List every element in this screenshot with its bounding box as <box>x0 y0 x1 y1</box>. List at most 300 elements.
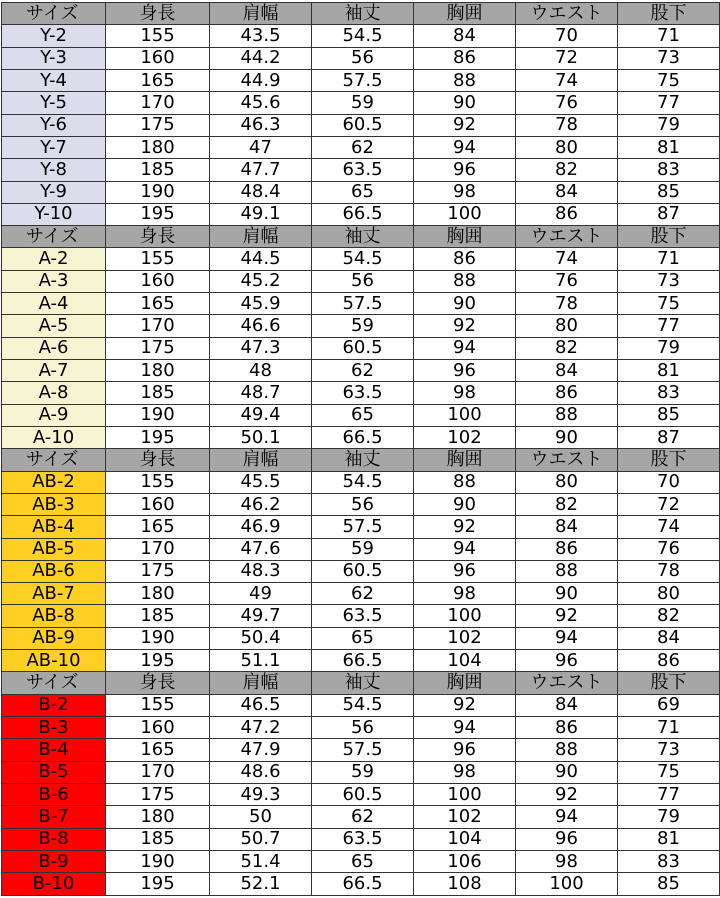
measurement-cell: 57.5 <box>312 739 414 761</box>
size-label-cell: Y-4 <box>2 69 106 91</box>
measurement-cell: 49.4 <box>210 404 312 426</box>
measurement-cell: 88 <box>516 560 618 582</box>
size-label-cell: B-4 <box>2 739 106 761</box>
column-header: ウエスト <box>516 3 618 25</box>
table-row <box>2 538 720 560</box>
measurement-cell: 190 <box>106 850 210 872</box>
measurement-cell: 175 <box>106 783 210 805</box>
measurement-cell: 50.7 <box>210 828 312 850</box>
table-row <box>2 315 720 337</box>
measurement-cell: 49 <box>210 583 312 605</box>
measurement-cell: 90 <box>516 583 618 605</box>
measurement-cell: 100 <box>414 605 516 627</box>
measurement-cell: 47.6 <box>210 538 312 560</box>
measurement-cell: 54.5 <box>312 248 414 270</box>
measurement-cell: 104 <box>414 828 516 850</box>
measurement-cell: 60.5 <box>312 783 414 805</box>
measurement-cell: 63.5 <box>312 605 414 627</box>
size-label-cell: AB-4 <box>2 516 106 538</box>
measurement-cell: 82 <box>516 337 618 359</box>
size-label-cell: Y-7 <box>2 136 106 158</box>
measurement-cell: 59 <box>312 315 414 337</box>
column-header: 身長 <box>106 449 210 471</box>
measurement-cell: 175 <box>106 560 210 582</box>
size-label-cell: Y-5 <box>2 92 106 114</box>
measurement-cell: 96 <box>414 560 516 582</box>
size-label-cell: Y-3 <box>2 47 106 69</box>
measurement-cell: 86 <box>516 538 618 560</box>
table-row <box>2 337 720 359</box>
measurement-cell: 57.5 <box>312 69 414 91</box>
table-row <box>2 806 720 828</box>
measurement-cell: 165 <box>106 516 210 538</box>
table-row <box>2 114 720 136</box>
column-header: 股下 <box>618 449 720 471</box>
measurement-cell: 56 <box>312 270 414 292</box>
table-row <box>2 828 720 850</box>
measurement-cell: 47.3 <box>210 337 312 359</box>
measurement-cell: 155 <box>106 25 210 47</box>
measurement-cell: 80 <box>618 583 720 605</box>
column-header: 胸囲 <box>414 672 516 694</box>
measurement-cell: 180 <box>106 136 210 158</box>
column-header: ウエスト <box>516 672 618 694</box>
measurement-cell: 195 <box>106 426 210 448</box>
size-label-cell: A-10 <box>2 426 106 448</box>
measurement-cell: 75 <box>618 761 720 783</box>
measurement-cell: 60.5 <box>312 114 414 136</box>
column-header: 肩幅 <box>210 3 312 25</box>
column-header: サイズ <box>2 449 106 471</box>
measurement-cell: 83 <box>618 382 720 404</box>
measurement-cell: 66.5 <box>312 650 414 672</box>
measurement-cell: 195 <box>106 650 210 672</box>
column-header: 股下 <box>618 3 720 25</box>
measurement-cell: 65 <box>312 627 414 649</box>
measurement-cell: 47 <box>210 136 312 158</box>
measurement-cell: 76 <box>618 538 720 560</box>
measurement-cell: 51.1 <box>210 650 312 672</box>
size-label-cell: Y-10 <box>2 203 106 225</box>
measurement-cell: 88 <box>414 270 516 292</box>
measurement-cell: 90 <box>414 293 516 315</box>
table-row <box>2 25 720 47</box>
measurement-cell: 66.5 <box>312 873 414 896</box>
measurement-cell: 94 <box>516 806 618 828</box>
measurement-cell: 96 <box>414 360 516 382</box>
column-header: サイズ <box>2 226 106 248</box>
size-label-cell: AB-6 <box>2 560 106 582</box>
measurement-cell: 50.1 <box>210 426 312 448</box>
measurement-cell: 185 <box>106 605 210 627</box>
size-label-cell: B-7 <box>2 806 106 828</box>
measurement-cell: 90 <box>414 92 516 114</box>
header-row <box>2 226 720 248</box>
table-row <box>2 850 720 872</box>
size-label-cell: A-2 <box>2 248 106 270</box>
measurement-cell: 83 <box>618 159 720 181</box>
measurement-cell: 48.6 <box>210 761 312 783</box>
measurement-cell: 165 <box>106 69 210 91</box>
header-row <box>2 672 720 694</box>
measurement-cell: 45.2 <box>210 270 312 292</box>
measurement-cell: 85 <box>618 404 720 426</box>
table-row <box>2 360 720 382</box>
measurement-cell: 59 <box>312 92 414 114</box>
measurement-cell: 81 <box>618 360 720 382</box>
measurement-cell: 78 <box>618 560 720 582</box>
measurement-cell: 48.4 <box>210 181 312 203</box>
measurement-cell: 66.5 <box>312 426 414 448</box>
measurement-cell: 79 <box>618 806 720 828</box>
measurement-cell: 185 <box>106 828 210 850</box>
measurement-cell: 92 <box>516 783 618 805</box>
measurement-cell: 104 <box>414 650 516 672</box>
measurement-cell: 185 <box>106 159 210 181</box>
measurement-cell: 54.5 <box>312 694 414 716</box>
measurement-cell: 85 <box>618 873 720 896</box>
measurement-cell: 160 <box>106 270 210 292</box>
table-row <box>2 605 720 627</box>
measurement-cell: 56 <box>312 717 414 739</box>
measurement-cell: 88 <box>414 471 516 493</box>
measurement-cell: 70 <box>618 471 720 493</box>
measurement-cell: 84 <box>414 25 516 47</box>
measurement-cell: 86 <box>414 47 516 69</box>
measurement-cell: 73 <box>618 270 720 292</box>
column-header: 袖丈 <box>312 449 414 471</box>
measurement-cell: 86 <box>516 382 618 404</box>
size-label-cell: Y-8 <box>2 159 106 181</box>
measurement-cell: 45.6 <box>210 92 312 114</box>
measurement-cell: 45.9 <box>210 293 312 315</box>
size-label-cell: B-3 <box>2 717 106 739</box>
column-header: 身長 <box>106 226 210 248</box>
measurement-cell: 86 <box>618 650 720 672</box>
measurement-cell: 70 <box>516 25 618 47</box>
measurement-cell: 180 <box>106 583 210 605</box>
measurement-cell: 54.5 <box>312 25 414 47</box>
measurement-cell: 195 <box>106 203 210 225</box>
measurement-cell: 170 <box>106 761 210 783</box>
measurement-cell: 82 <box>618 605 720 627</box>
size-label-cell: A-4 <box>2 293 106 315</box>
column-header: ウエスト <box>516 226 618 248</box>
table-row <box>2 203 720 225</box>
measurement-cell: 190 <box>106 404 210 426</box>
table-row <box>2 92 720 114</box>
measurement-cell: 80 <box>516 471 618 493</box>
measurement-cell: 49.7 <box>210 605 312 627</box>
measurement-cell: 47.7 <box>210 159 312 181</box>
size-label-cell: B-6 <box>2 783 106 805</box>
size-label-cell: AB-7 <box>2 583 106 605</box>
measurement-cell: 50.4 <box>210 627 312 649</box>
measurement-cell: 92 <box>414 694 516 716</box>
table-row <box>2 650 720 672</box>
size-label-cell: AB-10 <box>2 650 106 672</box>
measurement-cell: 94 <box>516 627 618 649</box>
measurement-cell: 44.5 <box>210 248 312 270</box>
measurement-cell: 54.5 <box>312 471 414 493</box>
measurement-cell: 77 <box>618 315 720 337</box>
table-row <box>2 560 720 582</box>
measurement-cell: 92 <box>414 516 516 538</box>
measurement-cell: 79 <box>618 337 720 359</box>
measurement-cell: 80 <box>516 315 618 337</box>
measurement-cell: 79 <box>618 114 720 136</box>
measurement-cell: 80 <box>516 136 618 158</box>
measurement-cell: 75 <box>618 293 720 315</box>
size-label-cell: A-3 <box>2 270 106 292</box>
measurement-cell: 195 <box>106 873 210 896</box>
measurement-cell: 56 <box>312 493 414 515</box>
size-label-cell: A-7 <box>2 360 106 382</box>
measurement-cell: 100 <box>516 873 618 896</box>
measurement-cell: 96 <box>516 650 618 672</box>
measurement-cell: 49.3 <box>210 783 312 805</box>
measurement-cell: 62 <box>312 136 414 158</box>
measurement-cell: 85 <box>618 181 720 203</box>
measurement-cell: 98 <box>414 181 516 203</box>
header-row <box>2 449 720 471</box>
size-label-cell: AB-5 <box>2 538 106 560</box>
measurement-cell: 57.5 <box>312 293 414 315</box>
measurement-cell: 90 <box>516 761 618 783</box>
measurement-cell: 71 <box>618 248 720 270</box>
measurement-cell: 90 <box>516 426 618 448</box>
measurement-cell: 65 <box>312 181 414 203</box>
measurement-cell: 86 <box>414 248 516 270</box>
measurement-cell: 100 <box>414 404 516 426</box>
column-header: 袖丈 <box>312 226 414 248</box>
table-row <box>2 471 720 493</box>
measurement-cell: 106 <box>414 850 516 872</box>
measurement-cell: 46.6 <box>210 315 312 337</box>
measurement-cell: 62 <box>312 806 414 828</box>
measurement-cell: 78 <box>516 293 618 315</box>
measurement-cell: 65 <box>312 404 414 426</box>
size-label-cell: A-8 <box>2 382 106 404</box>
column-header: 肩幅 <box>210 226 312 248</box>
measurement-cell: 81 <box>618 828 720 850</box>
table-row <box>2 694 720 716</box>
measurement-cell: 190 <box>106 181 210 203</box>
column-header: 肩幅 <box>210 672 312 694</box>
measurement-cell: 190 <box>106 627 210 649</box>
table-row <box>2 493 720 515</box>
measurement-cell: 69 <box>618 694 720 716</box>
measurement-cell: 77 <box>618 783 720 805</box>
measurement-cell: 84 <box>516 360 618 382</box>
measurement-cell: 98 <box>414 761 516 783</box>
measurement-cell: 88 <box>414 69 516 91</box>
measurement-cell: 65 <box>312 850 414 872</box>
measurement-cell: 96 <box>516 828 618 850</box>
measurement-cell: 59 <box>312 761 414 783</box>
column-header: 胸囲 <box>414 449 516 471</box>
header-row <box>2 3 720 25</box>
measurement-cell: 63.5 <box>312 382 414 404</box>
measurement-cell: 77 <box>618 92 720 114</box>
column-header: 股下 <box>618 672 720 694</box>
table-row <box>2 382 720 404</box>
column-header: ウエスト <box>516 449 618 471</box>
table-row <box>2 248 720 270</box>
measurement-cell: 155 <box>106 248 210 270</box>
measurement-cell: 102 <box>414 806 516 828</box>
column-header: 袖丈 <box>312 3 414 25</box>
measurement-cell: 87 <box>618 426 720 448</box>
measurement-cell: 82 <box>516 493 618 515</box>
table-row <box>2 136 720 158</box>
measurement-cell: 72 <box>516 47 618 69</box>
table-row <box>2 47 720 69</box>
column-header: 胸囲 <box>414 3 516 25</box>
table-row <box>2 739 720 761</box>
measurement-cell: 86 <box>516 717 618 739</box>
measurement-cell: 44.2 <box>210 47 312 69</box>
measurement-cell: 108 <box>414 873 516 896</box>
measurement-cell: 102 <box>414 426 516 448</box>
column-header: 身長 <box>106 3 210 25</box>
table-row <box>2 583 720 605</box>
size-label-cell: Y-9 <box>2 181 106 203</box>
measurement-cell: 51.4 <box>210 850 312 872</box>
measurement-cell: 50 <box>210 806 312 828</box>
measurement-cell: 60.5 <box>312 560 414 582</box>
size-table <box>1 2 720 896</box>
measurement-cell: 92 <box>414 114 516 136</box>
measurement-cell: 46.2 <box>210 493 312 515</box>
measurement-cell: 74 <box>618 516 720 538</box>
measurement-cell: 88 <box>516 404 618 426</box>
measurement-cell: 56 <box>312 47 414 69</box>
measurement-cell: 175 <box>106 114 210 136</box>
measurement-cell: 57.5 <box>312 516 414 538</box>
measurement-cell: 100 <box>414 783 516 805</box>
measurement-cell: 98 <box>516 850 618 872</box>
measurement-cell: 75 <box>618 69 720 91</box>
measurement-cell: 90 <box>414 493 516 515</box>
size-label-cell: B-2 <box>2 694 106 716</box>
measurement-cell: 98 <box>414 382 516 404</box>
measurement-cell: 52.1 <box>210 873 312 896</box>
measurement-cell: 84 <box>516 516 618 538</box>
table-row <box>2 404 720 426</box>
size-label-cell: A-6 <box>2 337 106 359</box>
size-label-cell: A-9 <box>2 404 106 426</box>
measurement-cell: 92 <box>516 605 618 627</box>
measurement-cell: 180 <box>106 360 210 382</box>
size-label-cell: AB-3 <box>2 493 106 515</box>
measurement-cell: 102 <box>414 627 516 649</box>
measurement-cell: 94 <box>414 337 516 359</box>
measurement-cell: 83 <box>618 850 720 872</box>
measurement-cell: 98 <box>414 583 516 605</box>
measurement-cell: 76 <box>516 92 618 114</box>
measurement-cell: 62 <box>312 360 414 382</box>
measurement-cell: 165 <box>106 293 210 315</box>
size-label-cell: AB-8 <box>2 605 106 627</box>
measurement-cell: 170 <box>106 92 210 114</box>
measurement-cell: 84 <box>516 181 618 203</box>
measurement-cell: 84 <box>618 627 720 649</box>
table-row <box>2 159 720 181</box>
measurement-cell: 59 <box>312 538 414 560</box>
measurement-cell: 46.9 <box>210 516 312 538</box>
measurement-cell: 165 <box>106 739 210 761</box>
size-label-cell: AB-9 <box>2 627 106 649</box>
measurement-cell: 84 <box>516 694 618 716</box>
table-row <box>2 761 720 783</box>
measurement-cell: 160 <box>106 47 210 69</box>
column-header: 肩幅 <box>210 449 312 471</box>
measurement-cell: 60.5 <box>312 337 414 359</box>
measurement-cell: 160 <box>106 493 210 515</box>
measurement-cell: 96 <box>414 159 516 181</box>
column-header: 袖丈 <box>312 672 414 694</box>
measurement-cell: 73 <box>618 47 720 69</box>
size-table-body <box>2 3 720 896</box>
measurement-cell: 96 <box>414 739 516 761</box>
measurement-cell: 72 <box>618 493 720 515</box>
measurement-cell: 155 <box>106 694 210 716</box>
measurement-cell: 48.3 <box>210 560 312 582</box>
table-row <box>2 293 720 315</box>
measurement-cell: 88 <box>516 739 618 761</box>
measurement-cell: 82 <box>516 159 618 181</box>
measurement-cell: 160 <box>106 717 210 739</box>
measurement-cell: 76 <box>516 270 618 292</box>
measurement-cell: 46.5 <box>210 694 312 716</box>
measurement-cell: 47.2 <box>210 717 312 739</box>
measurement-cell: 66.5 <box>312 203 414 225</box>
table-row <box>2 783 720 805</box>
measurement-cell: 74 <box>516 248 618 270</box>
column-header: サイズ <box>2 3 106 25</box>
column-header: 胸囲 <box>414 226 516 248</box>
measurement-cell: 86 <box>516 203 618 225</box>
measurement-cell: 62 <box>312 583 414 605</box>
table-row <box>2 873 720 896</box>
column-header: サイズ <box>2 672 106 694</box>
measurement-cell: 92 <box>414 315 516 337</box>
measurement-cell: 71 <box>618 717 720 739</box>
size-label-cell: B-10 <box>2 873 106 896</box>
measurement-cell: 49.1 <box>210 203 312 225</box>
measurement-cell: 94 <box>414 717 516 739</box>
measurement-cell: 74 <box>516 69 618 91</box>
measurement-cell: 170 <box>106 538 210 560</box>
table-row <box>2 516 720 538</box>
measurement-cell: 180 <box>106 806 210 828</box>
size-label-cell: B-9 <box>2 850 106 872</box>
column-header: 股下 <box>618 226 720 248</box>
column-header: 身長 <box>106 672 210 694</box>
table-row <box>2 717 720 739</box>
table-row <box>2 181 720 203</box>
measurement-cell: 63.5 <box>312 828 414 850</box>
size-label-cell: AB-2 <box>2 471 106 493</box>
size-label-cell: Y-2 <box>2 25 106 47</box>
measurement-cell: 63.5 <box>312 159 414 181</box>
measurement-cell: 43.5 <box>210 25 312 47</box>
measurement-cell: 73 <box>618 739 720 761</box>
measurement-cell: 175 <box>106 337 210 359</box>
size-label-cell: B-5 <box>2 761 106 783</box>
measurement-cell: 94 <box>414 136 516 158</box>
